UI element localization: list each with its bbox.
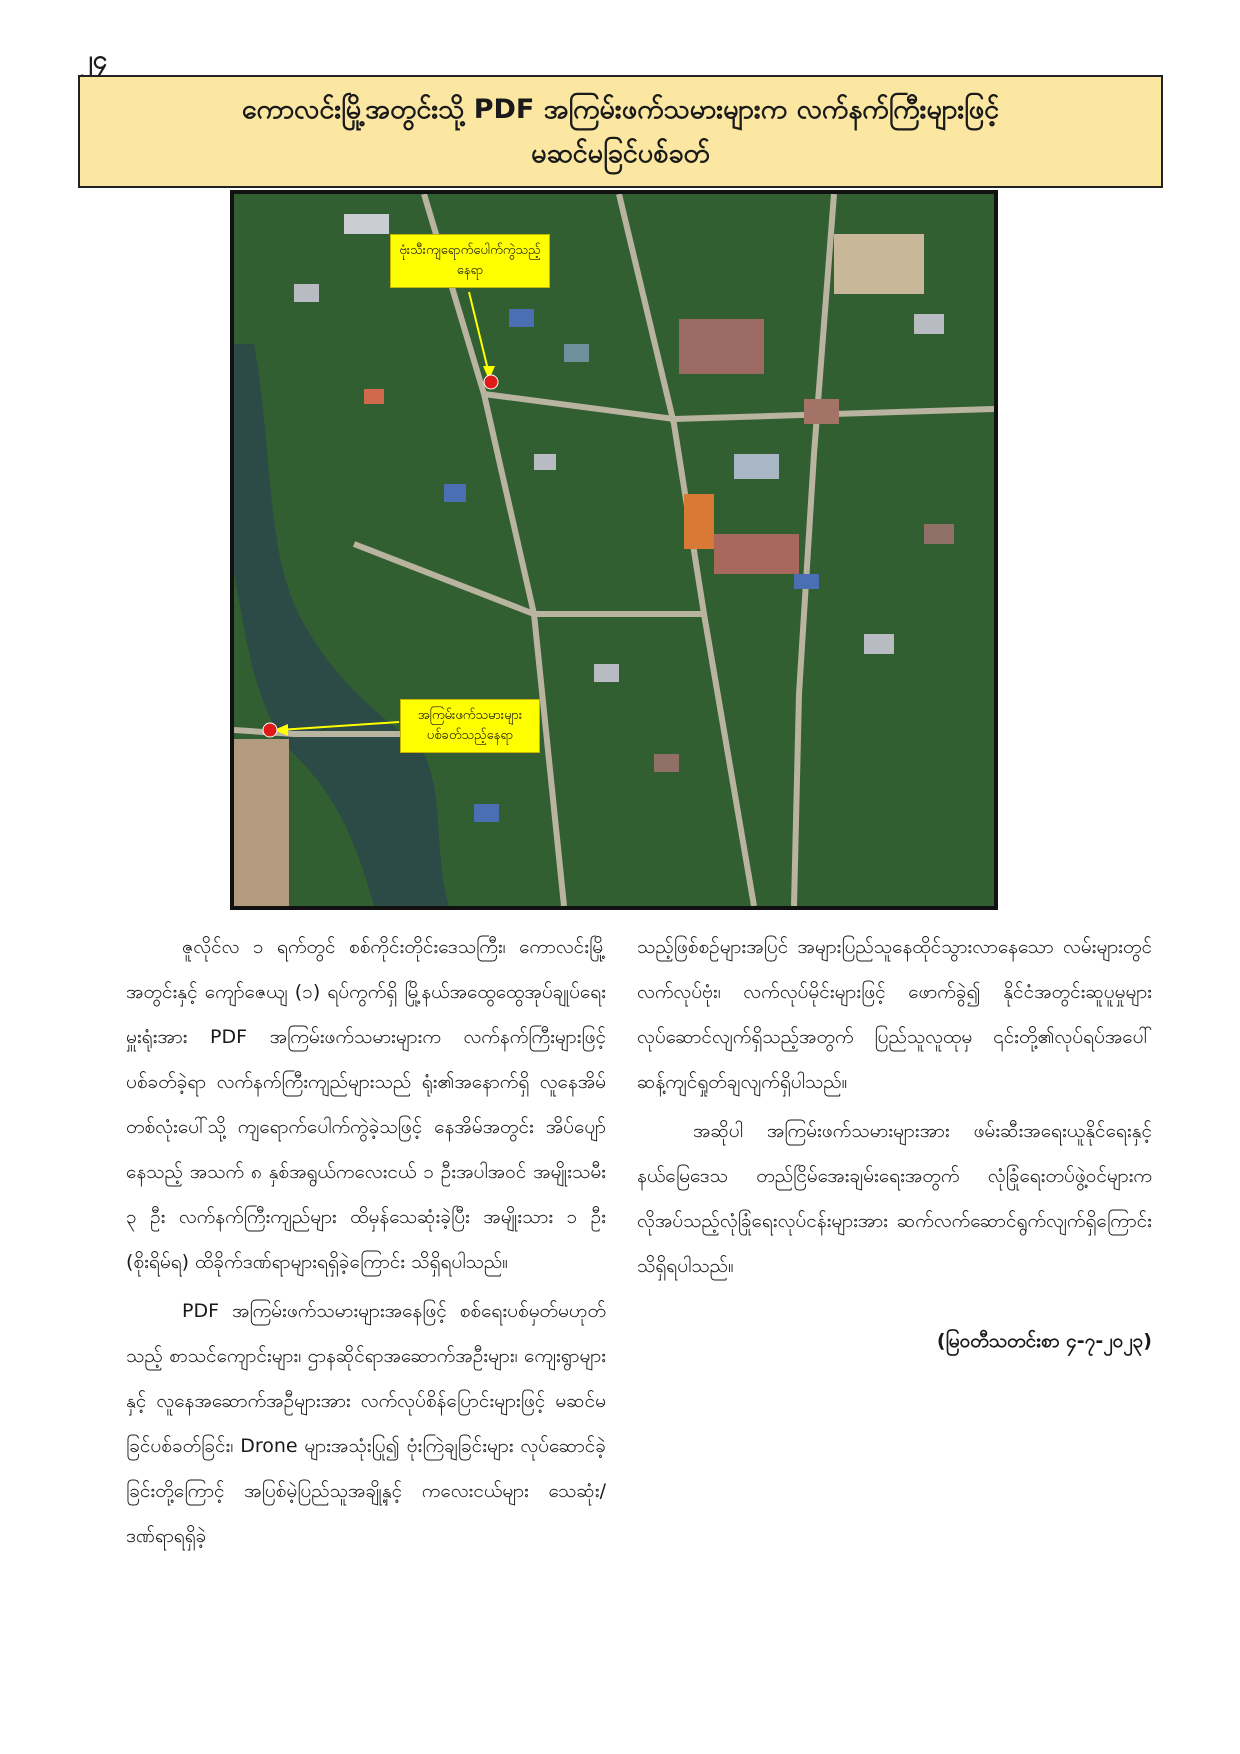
paragraph: သည့်ဖြစ်စဉ်များအပြင် အများပြည်သူနေထိုင်သွားလာနေသော လမ်းများတွင် လက်လုပ်ဗုံး၊ လက်လုပ်မိုင်းများဖြင့် ဖောက်ခွဲ၍ နိုင်ငံအတွင်းဆူပူမှုများ လုပ်ဆောင်လျက်ရှိသည့်အတွက် ပြည်သူလူထုမှ ၎င်းတို့၏လုပ်ရပ်အပေါ် ဆန့်ကျင်ရှုတ်ချလျက်ရှိပါသည်။ <box>637 936 1152 1093</box>
headline-line-2: မဆင်မခြင်ပစ်ခတ် <box>531 137 710 169</box>
callout-impact-site: ဗုံးသီးကျရောက်ပေါက်ကွဲသည့် နေရာ <box>390 234 550 288</box>
paragraph: PDF အကြမ်းဖက်သမားများအနေဖြင့် စစ်ရေးပစ်မှတ်မဟုတ်သည့် စာသင်ကျောင်းများ၊ ဌာနဆိုင်ရာအဆောက်အဦးများ၊ ကျေးရွာများနှင့် လူနေအဆောက်အဦများအား လက်လုပ်စိန်ပြောင်းများဖြင့် မဆင်မခြင်ပစ်ခတ်ခြင်း၊ Drone များအသုံးပြု၍ ဗုံးကြဲချခြင်းများ လုပ်ဆောင်ခဲ့ခြင်းတို့ကြောင့် အပြစ်မဲ့ပြည်သူအချို့နှင့် ကလေးငယ်များ သေဆုံး/ဒဏ်ရာရရှိခဲ့ <box>126 1300 606 1547</box>
page-number: ၂၄ <box>80 45 108 75</box>
firing-position-marker <box>263 723 277 737</box>
source-citation: (မြဝတီသတင်းစာ ၄-၇-၂၀၂၃) <box>936 1330 1152 1352</box>
satellite-map <box>230 190 998 910</box>
callout-firing-position: အကြမ်းဖက်သမားများ ပစ်ခတ်သည့်နေရာ <box>400 699 540 753</box>
map-graphic <box>234 194 994 906</box>
field <box>234 739 289 906</box>
headline-box <box>78 75 1163 188</box>
article-column-right <box>637 925 1152 1368</box>
impact-marker <box>484 375 498 389</box>
paragraph: အဆိုပါ အကြမ်းဖက်သမားများအား ဖမ်းဆီးအရေးယူနိုင်ရေးနှင့် နယ်မြေဒေသ တည်ငြိမ်အေးချမ်းရေးအတွက် လုံခြုံရေးတပ်ဖွဲ့ဝင်များက လိုအပ်သည့်လုံခြုံရေးလုပ်ငန်းများအား ဆက်လက်ဆောင်ရွက်လျက်ရှိကြောင်း သိရှိရပါသည်။ <box>637 1120 1152 1277</box>
article-column-left <box>126 925 606 1563</box>
headline-line-1: ကောလင်းမြို့အတွင်းသို့ PDF အကြမ်းဖက်သမားများက လက်နက်ကြီးများဖြင့် <box>241 93 1000 125</box>
paragraph: ဇူလိုင်လ ၁ ရက်တွင် စစ်ကိုင်းတိုင်းဒေသကြီး၊ ကောလင်းမြို့အတွင်းနှင့် ကျော်ဇေယျ (၁) ရပ်ကွက်ရှိ မြို့နယ်အထွေထွေအုပ်ချုပ်ရေးမှူးရုံးအား PDF အကြမ်းဖက်သမားများက လက်နက်ကြီးများဖြင့် ပစ်ခတ်ခဲ့ရာ လက်နက်ကြီးကျည်များသည် ရုံး၏အနောက်ရှိ လူနေအိမ်တစ်လုံးပေါ်သို့ ကျရောက်ပေါက်ကွဲခဲ့သဖြင့် နေအိမ်အတွင်း အိပ်ပျော်နေသည့် အသက် ၈ နှစ်အရွယ်ကလေးငယ် ၁ ဦးအပါအဝင် အမျိုးသမီး ၃ ဦး လက်နက်ကြီးကျည်များ ထိမှန်သေဆုံးခဲ့ပြီး အမျိုးသား ၁ ဦး (စိုးရိမ်ရ) ထိခိုက်ဒဏ်ရာများရရှိခဲ့ကြောင်း သိရှိရပါသည်။ <box>126 936 606 1273</box>
